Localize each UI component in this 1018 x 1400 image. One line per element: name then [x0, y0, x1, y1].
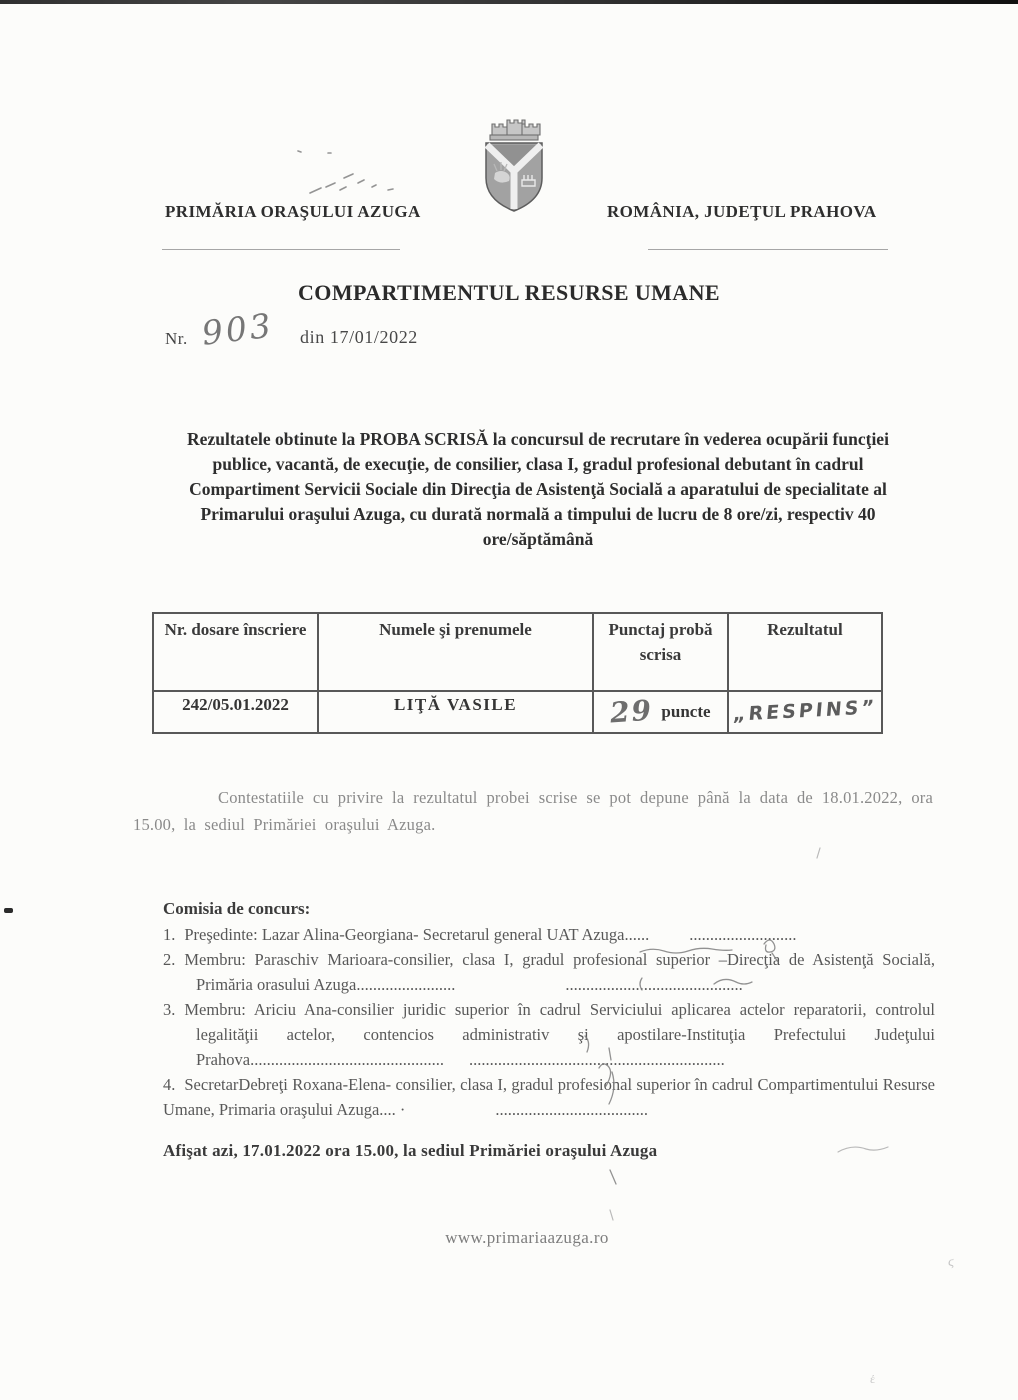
subject-paragraph: Rezultatele obtinute la PROBA SCRISĂ la concursul de recrutare în vederea ocupării funcţiei publice, vacantă, de execuţie, de consilier, clasa I, gradul profesional debutant în cadrul Compartiment Servicii Sociale din Direcţia de Asistenţă Socială a aparatului de specialitate al Primarului oraşului Azuga, cu durată normală a timpului de lucru de 8 ore/zi, respectiv 40 ore/săptămână — [187, 429, 889, 549]
results-table — [152, 612, 883, 734]
results-table-header-row — [153, 613, 882, 691]
dot-leader: .......................... — [689, 925, 797, 944]
header-rule-right — [648, 249, 888, 250]
document-date: din 17/01/2022 — [300, 327, 418, 347]
website-url: www.primariaazuga.ro — [445, 1228, 609, 1247]
dot-leader: ........................................... — [565, 975, 743, 994]
dot-leader: .............................................................. — [468, 1050, 725, 1069]
contestation-paragraph: Contestatiile cu privire la rezultatul probei scrise se pot depune până la data de 18.01.2022, ora 15.00, la sediul Primăriei oraşului Azuga. — [133, 788, 933, 834]
cell-punctaj — [593, 691, 728, 733]
scan-speck: έ — [870, 1372, 876, 1386]
header-region-name: ROMÂNIA, JUDEŢUL PRAHOVA — [607, 202, 877, 221]
cell-dosar: 242/05.01.2022 — [153, 691, 318, 733]
item-text: SecretarDebreţi Roxana-Elena- consilier, clasa I, gradul profesional superior în cadrul Compartimentului Resurse Umane, Primaria oraşului Azuga.... · — [163, 1075, 935, 1119]
posted-line: Afişat azi, 17.01.2022 ora 15.00, la sediul Primăriei oraşului Azuga — [163, 1141, 658, 1160]
item-number: 1. — [163, 925, 176, 944]
header-rule-left — [162, 249, 400, 250]
col-header-nume: Numele şi prenumele — [318, 613, 593, 691]
commission-item-1 — [163, 922, 935, 947]
col-header-dosar: Nr. dosare înscriere — [153, 613, 318, 691]
document-title: COMPARTIMENTUL RESURSE UMANE — [298, 280, 720, 305]
handwritten-document-number: 903 — [199, 305, 276, 353]
item-text: Membru: Ariciu Ana-consilier juridic superior în cadrul Serviciului aplicarea actelor reparatorii, controlul legalităţii actelor, contencios administrativ şi apostilare-Instituţia Prefectului Judeţului Prahova............................................... — [184, 1000, 935, 1069]
item-number: 3. — [163, 1000, 176, 1019]
item-number: 2. — [163, 950, 176, 969]
scan-speck: ϛ — [948, 1255, 954, 1270]
item-text: Preşedinte: Lazar Alina-Georgiana- Secretarul general UAT Azuga...... — [184, 925, 650, 944]
dot-leader: ..................................... — [495, 1100, 649, 1119]
item-text: Membru: Paraschiv Marioara-consilier, clasa I, gradul profesional superior –Direcţia de Asistenţă Socială, Primăria orasului Azuga........................ — [184, 950, 935, 994]
results-table-row — [153, 691, 882, 733]
header-org-name: PRIMĂRIA ORAŞULUI AZUGA — [165, 202, 421, 221]
nr-label: Nr. — [165, 329, 188, 348]
commission-section — [163, 896, 935, 1122]
handwritten-score: 29 — [609, 693, 655, 730]
coat-of-arms-icon — [477, 112, 551, 216]
commission-heading: Comisia de concurs: — [163, 899, 311, 918]
cell-rezultat — [728, 691, 882, 733]
score-unit-label: puncte — [661, 702, 711, 721]
cell-nume: LIŢĂ VASILE — [318, 691, 593, 733]
scan-speck — [4, 908, 13, 913]
commission-item-4 — [163, 1072, 935, 1122]
col-header-rezultat: Rezultatul — [728, 613, 882, 691]
commission-item-3 — [163, 997, 935, 1072]
item-number: 4. — [163, 1075, 176, 1094]
scan-edge-artifact — [0, 0, 1018, 4]
commission-item-2 — [163, 947, 935, 997]
col-header-punctaj: Punctaj probă scrisa — [593, 613, 728, 691]
pencil-scribble — [288, 145, 408, 200]
handwritten-result: „RESPINS” — [732, 696, 878, 726]
